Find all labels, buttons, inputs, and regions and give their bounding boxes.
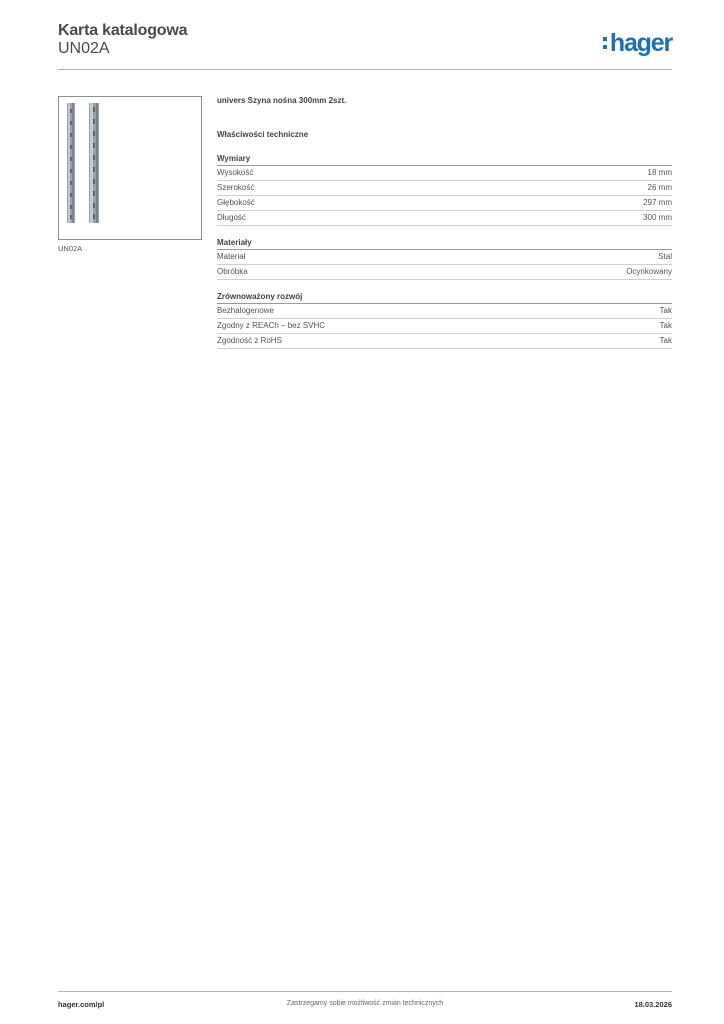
product-image-caption: UN02A — [58, 244, 83, 253]
spec-group-sustainability — [217, 292, 672, 349]
spec-row — [217, 181, 672, 196]
spec-label: Wysokość — [217, 168, 254, 177]
spec-value: 300 mm — [643, 213, 672, 222]
spec-value: 26 mm — [647, 183, 672, 192]
spec-value: Tak — [659, 306, 672, 315]
spec-row — [217, 334, 672, 349]
hager-logo — [603, 29, 672, 57]
spec-group-dimensions — [217, 154, 672, 226]
spec-label: Zgodność z RoHS — [217, 336, 282, 345]
spec-group-title: Materiały — [217, 238, 672, 250]
spec-row — [217, 211, 672, 226]
spec-value: Tak — [659, 336, 672, 345]
logo-dots-icon — [603, 37, 607, 49]
spec-value: 18 mm — [647, 168, 672, 177]
product-image — [58, 96, 202, 240]
document-title: Karta katalogowa — [58, 22, 188, 39]
spec-value: Stal — [658, 252, 672, 261]
spec-row — [217, 304, 672, 319]
spec-label: Bezhalogenowe — [217, 306, 274, 315]
spec-row — [217, 319, 672, 334]
spec-row — [217, 250, 672, 265]
spec-label: Długość — [217, 213, 246, 222]
spec-group-title: Wymiary — [217, 154, 672, 166]
spec-row — [217, 265, 672, 280]
spec-label: Obróbka — [217, 267, 248, 276]
page-header — [58, 20, 672, 70]
logo-text: hager — [609, 28, 672, 57]
spec-group-title: Zrównoważony rozwój — [217, 292, 672, 304]
product-details — [217, 96, 672, 349]
spec-row — [217, 166, 672, 181]
spec-label: Materiał — [217, 252, 246, 261]
technical-properties-title: Właściwości techniczne — [217, 130, 309, 139]
rail-image-left — [67, 103, 75, 223]
footer-date: 18.03.2026 — [634, 1000, 672, 1009]
footer-disclaimer: Zastrzegamy sobie możliwość zmian technicznych — [286, 1000, 444, 1007]
rail-image-right — [89, 103, 99, 223]
spec-label: Zgodny z REACh – bez SVHC — [217, 321, 326, 330]
spec-value: 297 mm — [643, 198, 672, 207]
product-name: univers Szyna nośna 300mm 2szt. — [217, 96, 347, 105]
spec-label: Szerokość — [217, 183, 255, 192]
spec-label: Głębokość — [217, 198, 255, 207]
spec-group-materials — [217, 238, 672, 280]
footer-website-link[interactable]: hager.com/pl — [58, 1000, 105, 1009]
page-footer — [58, 991, 672, 1012]
spec-value: Ocynkowany — [626, 267, 672, 276]
spec-row — [217, 196, 672, 211]
spec-value: Tak — [659, 321, 672, 330]
product-code: UN02A — [58, 40, 110, 57]
